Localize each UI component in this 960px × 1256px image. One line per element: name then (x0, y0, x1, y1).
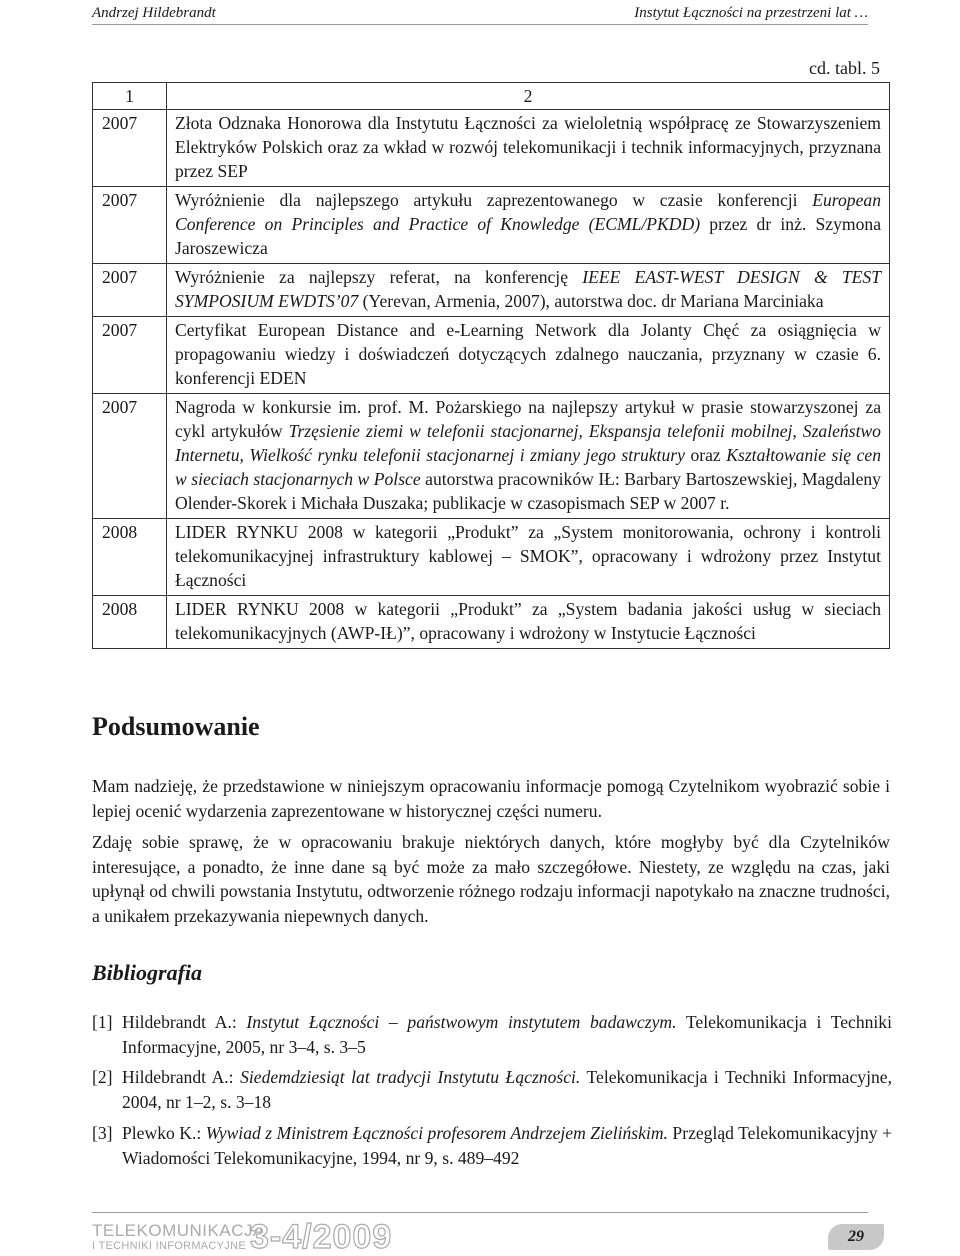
bibliography-entry (92, 1121, 892, 1170)
award-description (167, 519, 890, 596)
award-text: autorstwa pracowników IŁ: Barbary Bartoszewskiej, Magdaleny Olender-Skorek i Michała Duszaka; publikacje w czasopismach SEP w 2007 r. (175, 469, 881, 513)
award-text: LIDER RYNKU 2008 w kategorii „Produkt” za „System monitorowania, ochrony i kontroli telekomunikacyjnej infrastruktury kablowej – SMOK”, opracowany i wdrożony przez Instytut Łączności (175, 522, 881, 590)
award-year: 2007 (93, 187, 167, 264)
award-description (167, 110, 890, 187)
ref-source: Przegląd Telekomunikacyjny + Wiadomości Telekomunikacyjne, 1994, nr 9, s. 489–492 (122, 1123, 892, 1168)
table-row (93, 187, 890, 264)
award-text: Złota Odznaka Honorowa dla Instytutu Łączności za wieloletnią współpracę ze Stowarzyszeniem Elektryków Polskich oraz za wkład w rozwój telekomunikacji i technik informacyjnych, przyznana przez SEP (175, 113, 881, 181)
journal-logo (92, 1222, 265, 1252)
column-header-1: 1 (93, 83, 167, 110)
award-year: 2007 (93, 317, 167, 394)
summary-heading: Podsumowanie (92, 712, 260, 741)
award-text-italic: European Conference on Principles and Practice of Knowledge (ECML/PKDD) (175, 190, 881, 234)
table-row (93, 394, 890, 519)
footer-divider (92, 1212, 868, 1213)
award-description (167, 317, 890, 394)
award-description (167, 264, 890, 317)
award-year: 2008 (93, 596, 167, 649)
ref-title: Instytut Łączności – państwowym instytutem badawczym. (246, 1012, 677, 1032)
award-text: LIDER RYNKU 2008 w kategorii „Produkt” za „System badania jakości usług w sieciach telekomunikacyjnych (AWP-IŁ)”, opracowany i wdrożony w Instytucie Łączności (175, 599, 881, 643)
header-author: Andrzej Hildebrandt (92, 5, 216, 21)
ref-number: [1] (92, 1012, 113, 1032)
table-row (93, 519, 890, 596)
page-number: 29 (828, 1224, 884, 1250)
bibliography-entry (92, 1065, 892, 1114)
ref-source: Telekomunikacja i Techniki Informacyjne, 2004, nr 1–2, s. 3–18 (122, 1067, 892, 1112)
table-continuation-label: cd. tabl. 5 (809, 58, 880, 78)
award-text: Nagroda w konkursie im. prof. M. Pożarskiego na najlepszy artykuł w prasie stowarzyszonej za cykl artykułów (175, 397, 881, 441)
award-text-italic: Kształtowanie się cen w sieciach stacjonarnych w Polsce (175, 445, 881, 489)
table-row (93, 264, 890, 317)
journal-name-line-1: TELEKOMUNIKACJA (92, 1221, 265, 1240)
award-text: Wyróżnienie za najlepszy referat, na konferencję (175, 267, 583, 287)
ref-author: Hildebrandt A.: (122, 1067, 241, 1087)
summary-paragraph-2: Zdaję sobie sprawę, że w opracowaniu brakuje niektórych danych, które mogłyby być dla Czytelników interesujące, a ponadto, że inne dane są być może za mało szczegółowe. Niestety, ze względu na czas, jaki upłynął od chwili powstania Instytutu, odtworzenie różnego rodzaju informacji napotykało na znaczne trudności, a unikałem przekazywania niepewnych danych. (92, 832, 890, 926)
award-text: Wyróżnienie dla najlepszego artykułu zaprezentowanego w czasie konferencji (175, 190, 813, 210)
award-year: 2008 (93, 519, 167, 596)
award-text: oraz (684, 445, 727, 465)
table-header-row (93, 83, 890, 110)
ref-number: [2] (92, 1067, 113, 1087)
journal-name-line-2: I TECHNIKI INFORMACYJNE (92, 1240, 246, 1252)
ref-number: [3] (92, 1123, 113, 1143)
award-text-italic: Trzęsienie ziemi w telefonii stacjonarnej, Ekspansja telefonii mobilnej, Szaleństwo Internetu, Wielkość rynku telefonii stacjonarnej i zmiany jego struktury (175, 421, 881, 465)
header-title: Instytut Łączności na przestrzeni lat … (634, 5, 868, 21)
award-text-italic: IEEE EAST-WEST DESIGN & TEST SYMPOSIUM EWDTS’07 (175, 267, 881, 311)
ref-author: Plewko K.: (122, 1123, 206, 1143)
table-row (93, 110, 890, 187)
summary-paragraph-1: Mam nadzieję, że przedstawione w niniejszym opracowaniu informacje pomogą Czytelnikom wyobrazić sobie i lepiej ocenić wydarzenia zaprezentowane w historycznej części numeru. (92, 776, 890, 821)
award-description (167, 596, 890, 649)
award-year: 2007 (93, 264, 167, 317)
award-year: 2007 (93, 394, 167, 519)
award-text: Certyfikat European Distance and e-Learning Network dla Jolanty Chęć za osiągnięcia w propagowaniu wiedzy i doświadczeń dotyczących zdalnego nauczania, przyznany w czasie 6. konferencji EDEN (175, 320, 881, 388)
bibliography-heading: Bibliografia (92, 960, 203, 985)
ref-title: Wywiad z Ministrem Łączności profesorem Andrzejem Zielińskim. (205, 1123, 668, 1143)
bibliography-entry (92, 1010, 892, 1059)
awards-table (92, 82, 890, 649)
award-description (167, 187, 890, 264)
running-header (92, 0, 868, 25)
award-text: (Yerevan, Armenia, 2007), autorstwa doc. dr Mariana Marciniaka (358, 291, 824, 311)
ref-author: Hildebrandt A.: (122, 1012, 247, 1032)
table-row (93, 317, 890, 394)
table-row (93, 596, 890, 649)
ref-title: Siedemdziesiąt lat tradycji Instytutu Łączności. (240, 1067, 581, 1087)
award-year: 2007 (93, 110, 167, 187)
column-header-2: 2 (167, 83, 890, 110)
award-description (167, 394, 890, 519)
award-text: przez dr inż. Szymona Jaroszewicza (175, 214, 881, 258)
ref-source: Telekomunikacja i Techniki Informacyjne, 2005, nr 3–4, s. 3–5 (122, 1012, 892, 1057)
issue-number: 3-4/2009 (250, 1218, 393, 1256)
